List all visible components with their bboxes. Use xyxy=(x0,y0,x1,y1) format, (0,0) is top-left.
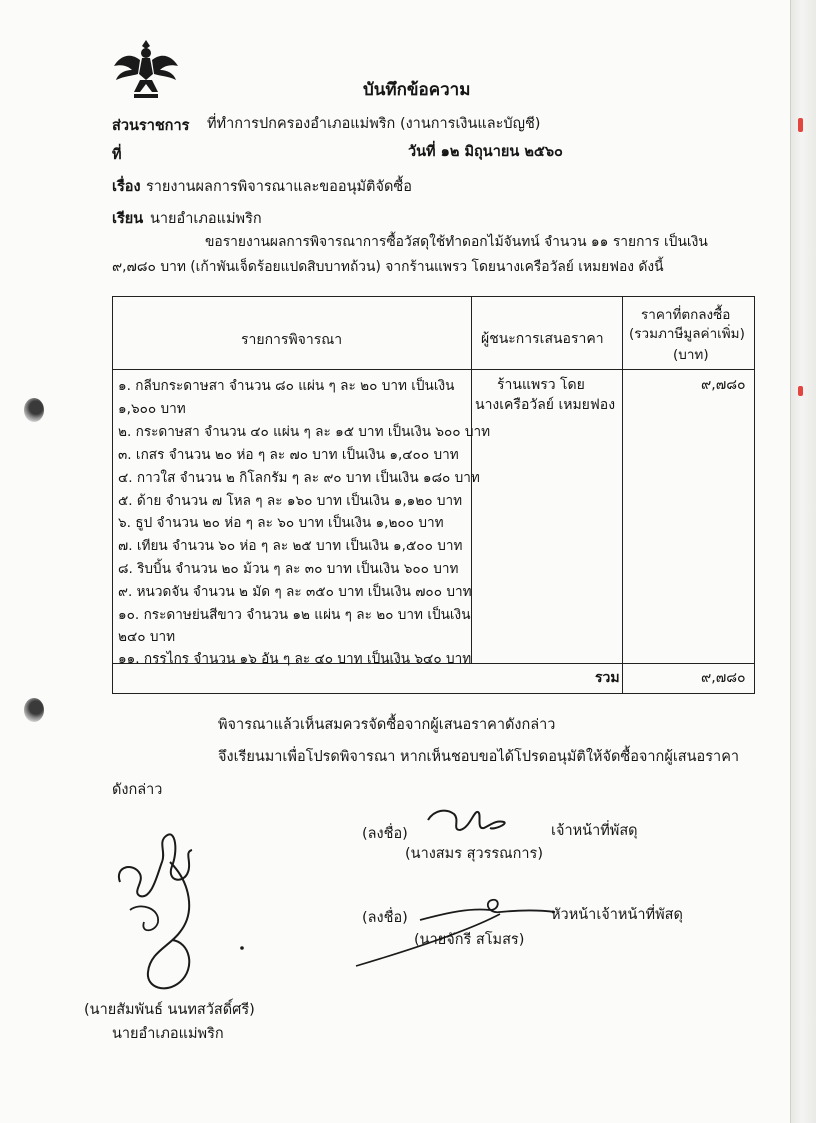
reference-label: ที่ xyxy=(112,147,122,163)
total-label: รวม xyxy=(595,670,620,686)
addressee-value: นายอำเภอแม่พริก xyxy=(150,211,262,227)
table-row: ๒. กระดาษสา จำนวน ๔๐ แผ่น ๆ ละ ๑๕ บาท เป็นเงิน ๖๐๐ บาท xyxy=(118,424,491,440)
punch-hole xyxy=(24,398,44,422)
procurement-table xyxy=(112,296,755,694)
intro-line-1: ขอรายงานผลการพิจารณาการซื้อวัสดุใช้ทำดอกไม้จันทน์ จำนวน ๑๑ รายการ เป็นเงิน xyxy=(205,234,708,250)
column-header-price-vat: (รวมภาษีมูลค่าเพิ่ม) xyxy=(629,326,745,342)
signature-3-role: นายอำเภอแม่พริก xyxy=(112,1026,224,1042)
garuda-emblem-icon xyxy=(112,36,180,102)
table-divider xyxy=(622,297,623,693)
table-divider xyxy=(113,369,754,370)
signature-1-prefix: (ลงชื่อ) xyxy=(362,826,408,842)
column-header-items: รายการพิจารณา xyxy=(241,332,343,348)
table-row: ๕. ด้าย จำนวน ๗ โหล ๆ ละ ๑๖๐ บาท เป็นเงิน ๑,๑๒๐ บาท xyxy=(118,493,463,509)
winner-name-line-2: นางเครือวัลย์ เหมยฟอง xyxy=(475,397,616,413)
intro-line-2: ๙,๗๘๐ บาท (เก้าพันเจ็ดร้อยแปดสิบบาทถ้วน) จากร้านแพรว โดยนางเครือวัลย์ เหมยฟอง ดังนี้ xyxy=(112,259,664,275)
signature-2-prefix: (ลงชื่อ) xyxy=(362,910,408,926)
signature-1-role: เจ้าหน้าที่พัสดุ xyxy=(551,823,638,839)
winner-name-line-1: ร้านแพรว โดย xyxy=(497,377,585,393)
red-edge-mark xyxy=(798,118,803,132)
consideration-paragraph: พิจารณาแล้วเห็นสมควรจัดซื้อจากผู้เสนอราคาดังกล่าว xyxy=(218,717,556,733)
agreed-price: ๙,๗๘๐ xyxy=(701,377,746,393)
department-label: ส่วนราชการ xyxy=(112,118,190,134)
column-header-price: ราคาที่ตกลงซื้อ xyxy=(641,307,731,323)
table-row: ๓. เกสร จำนวน ๒๐ ห่อ ๆ ละ ๗๐ บาท เป็นเงิน ๑,๔๐๐ บาท xyxy=(118,447,459,463)
addressee-label: เรียน xyxy=(112,211,144,227)
table-row: ๑,๖๐๐ บาท xyxy=(118,401,186,417)
memo-date: วันที่ ๑๒ มิถุนายน ๒๕๖๐ xyxy=(408,144,563,160)
punch-hole xyxy=(24,698,44,722)
paper-stack-edge xyxy=(790,0,816,1123)
table-row: ๑. กลีบกระดาษสา จำนวน ๘๐ แผ่น ๆ ละ ๒๐ บาท เป็นเงิน xyxy=(118,378,455,394)
table-row: ๖. ธูป จำนวน ๒๐ ห่อ ๆ ละ ๖๐ บาท เป็นเงิน ๑,๒๐๐ บาท xyxy=(118,515,444,531)
handwritten-signature-3 xyxy=(100,822,250,1002)
table-row: ๑๐. กระดาษย่นสีขาว จำนวน ๑๒ แผ่น ๆ ละ ๒๐ บาท เป็นเงิน xyxy=(118,607,471,623)
signature-2-name: (นายจักรี สโมสร) xyxy=(414,932,525,948)
table-row: ๒๔๐ บาท xyxy=(118,629,176,645)
table-row: ๑๑. กรรไกร จำนวน ๑๖ อัน ๆ ละ ๔๐ บาท เป็นเงิน ๖๔๐ บาท xyxy=(118,651,472,667)
department-value: ที่ทำการปกครองอำเภอแม่พริก (งานการเงินและบัญชี) xyxy=(207,116,541,132)
table-row: ๗. เทียน จำนวน ๖๐ ห่อ ๆ ละ ๒๕ บาท เป็นเงิน ๑,๕๐๐ บาท xyxy=(118,538,463,554)
signature-2-role: หัวหน้าเจ้าหน้าที่พัสดุ xyxy=(551,907,683,923)
red-edge-mark xyxy=(798,386,803,396)
total-value: ๙,๗๘๐ xyxy=(701,670,746,686)
subject-value: รายงานผลการพิจารณาและขออนุมัติจัดซื้อ xyxy=(146,179,412,195)
request-paragraph-continued: ดังกล่าว xyxy=(112,782,163,798)
handwritten-signature-1 xyxy=(424,800,524,840)
memo-title: บันทึกข้อความ xyxy=(363,80,471,100)
table-row: ๔. กาวใส จำนวน ๒ กิโลกรัม ๆ ละ ๙๐ บาท เป็นเงิน ๑๘๐ บาท xyxy=(118,470,480,486)
request-paragraph: จึงเรียนมาเพื่อโปรดพิจารณา หากเห็นชอบขอได้โปรดอนุมัติให้จัดซื้อจากผู้เสนอราคา xyxy=(218,749,740,765)
column-header-price-unit: (บาท) xyxy=(673,347,709,363)
subject-label: เรื่อง xyxy=(112,179,141,195)
table-row: ๘. ริบบิ้น จำนวน ๒๐ ม้วน ๆ ละ ๓๐ บาท เป็นเงิน ๖๐๐ บาท xyxy=(118,561,459,577)
signature-3-name: (นายสัมพันธ์ นนทสวัสดิ์ศรี) xyxy=(84,1002,255,1018)
table-row: ๙. หนวดจัน จำนวน ๒ มัด ๆ ละ ๓๕๐ บาท เป็นเงิน ๗๐๐ บาท xyxy=(118,584,472,600)
column-header-winner: ผู้ชนะการเสนอราคา xyxy=(481,331,604,347)
signature-1-name: (นางสมร สุวรรณการ) xyxy=(405,846,543,862)
